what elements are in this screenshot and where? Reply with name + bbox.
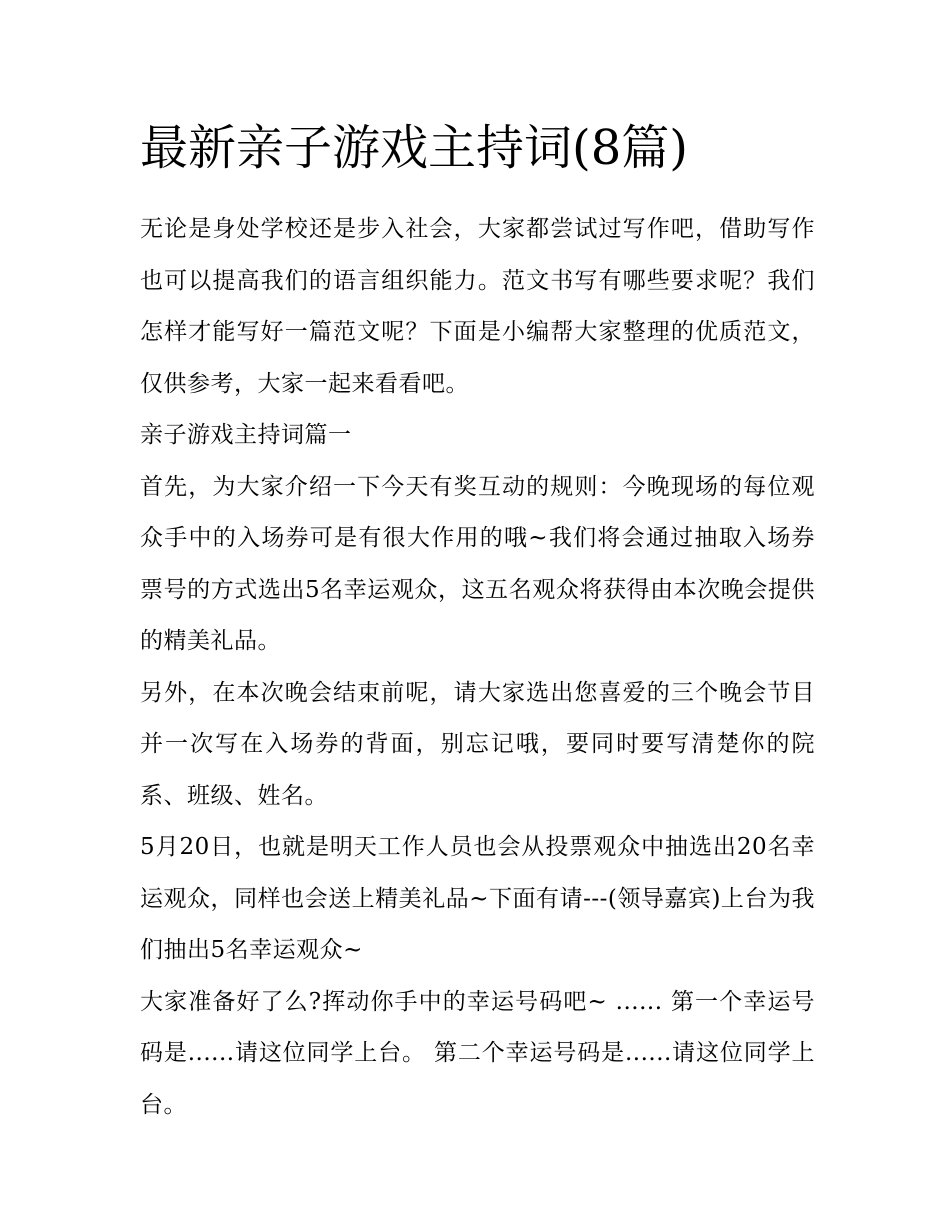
document-title: 最新亲子游戏主持词(8篇) xyxy=(140,120,688,176)
document-page xyxy=(140,112,815,1131)
lucky-number-paragraph: 大家准备好了么?挥动你手中的幸运号码吧~ ...... 第一个幸运号码是......请这位同学上台。 第二个幸运号码是......请这位同学上台。 xyxy=(140,988,815,1118)
section-heading: 亲子游戏主持词篇一 xyxy=(140,422,352,448)
draw-date-paragraph: 5月20日，也就是明天工作人员也会从投票观众中抽选出20名幸运观众，同样也会送上精美礼品~下面有请---(领导嘉宾)上台为我们抽出5名幸运观众~ xyxy=(140,834,815,963)
vote-paragraph: 另外，在本次晚会结束前呢，请大家选出您喜爱的三个晚会节目并一次写在入场券的背面，别忘记哦，要同时要写清楚你的院系、班级、姓名。 xyxy=(140,679,815,809)
intro-paragraph: 无论是身处学校还是步入社会，大家都尝试过写作吧，借助写作也可以提高我们的语言组织能力。范文书写有哪些要求呢？我们怎样才能写好一篇范文呢？下面是小编帮大家整理的优质范文，仅供参考，大家一起来看看吧。 xyxy=(140,216,815,397)
rules-paragraph: 首先，为大家介绍一下今天有奖互动的规则：今晚现场的每位观众手中的入场券可是有很大作用的哦~我们将会通过抽取入场券票号的方式选出5名幸运观众，这五名观众将获得由本次晚会提供的精美礼品。 xyxy=(140,473,815,654)
